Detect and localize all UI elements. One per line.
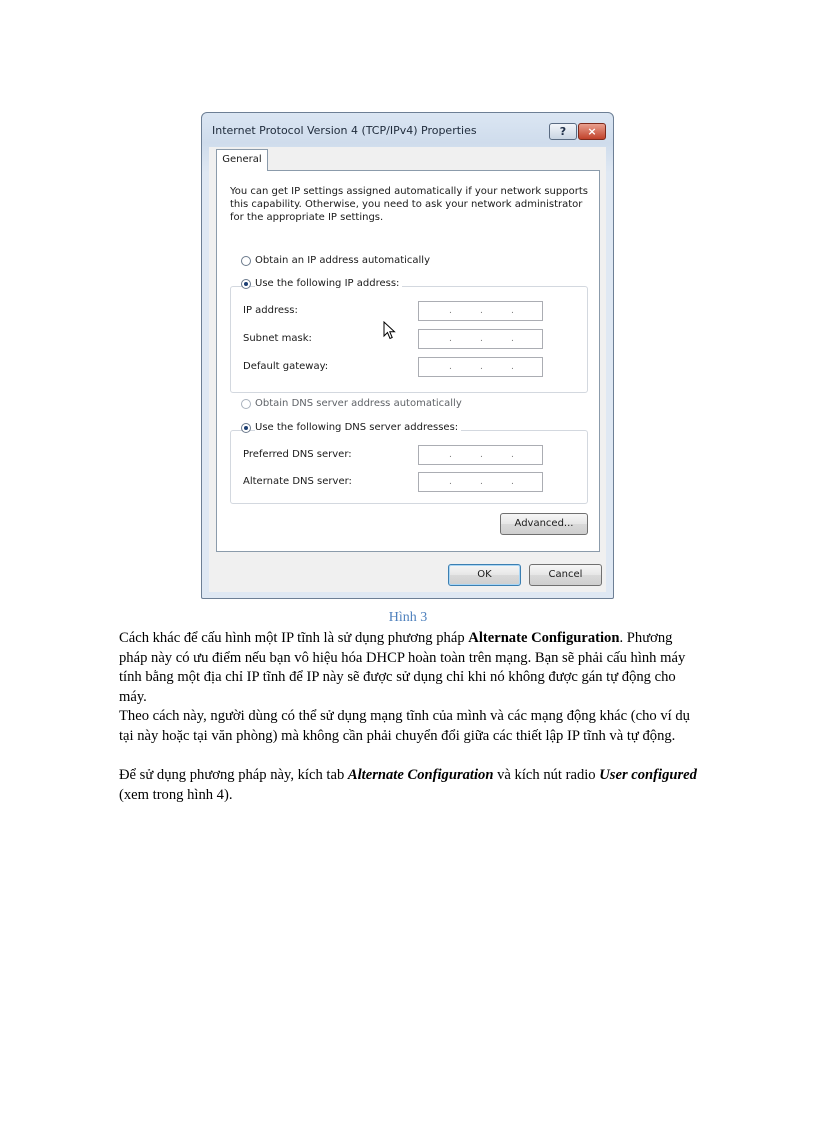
description-text: You can get IP settings assigned automatically if your network supports this capability. Otherwise, you need to ask your network administrator for the appropriate IP settings.: [230, 186, 588, 223]
dialog-title: Internet Protocol Version 4 (TCP/IPv4) Properties: [212, 124, 477, 137]
alternate-dns-label: Alternate DNS server:: [243, 476, 352, 487]
default-gateway-label: Default gateway:: [243, 361, 329, 372]
paragraph-1: Cách khác để cấu hình một IP tĩnh là sử dụng phương pháp Alternate Configuration. Phương pháp này có ưu điểm nếu bạn vô hiệu hóa DHCP hoàn toàn trên mạng. Bạn sẽ phải cấu hình máy tính bằng một địa chỉ IP tĩnh để IP này sẽ được sử dụng chỉ khi nó không được gán tự động cho máy.: [119, 630, 686, 705]
alternate-configuration-tab-ref: Alternate Configuration: [347, 767, 494, 783]
title-bar: [202, 113, 613, 147]
preferred-dns-label: Preferred DNS server:: [243, 449, 352, 460]
obtain-ip-auto-radio[interactable]: [241, 256, 251, 266]
user-configured-ref: User configured: [599, 767, 697, 783]
preferred-dns-input[interactable]: . . .: [418, 445, 543, 465]
subnet-mask-input[interactable]: . . .: [418, 329, 543, 349]
use-following-dns-label: Use the following DNS server addresses:: [255, 422, 461, 433]
help-icon[interactable]: ?: [549, 123, 577, 140]
close-icon[interactable]: ×: [578, 123, 606, 140]
cursor-icon: [383, 321, 397, 341]
obtain-dns-auto-radio[interactable]: [241, 399, 251, 409]
tcpip-properties-dialog: [201, 112, 614, 599]
obtain-dns-auto-label: Obtain DNS server address automatically: [255, 398, 462, 409]
dns-server-group: [230, 430, 588, 504]
use-following-ip-label: Use the following IP address:: [255, 278, 402, 289]
obtain-ip-auto-label: Obtain an IP address automatically: [255, 255, 431, 266]
ok-button[interactable]: OK: [448, 564, 521, 586]
use-following-ip-radio[interactable]: [241, 279, 251, 289]
paragraph-3: Để sử dụng phương pháp này, kích tab Alternate Configuration và kích nút radio User configured (xem trong hình 4).: [119, 767, 697, 803]
figure-caption: Hình 3: [388, 610, 428, 625]
cancel-button[interactable]: Cancel: [529, 564, 602, 586]
ip-address-input[interactable]: . . .: [418, 301, 543, 321]
alternate-dns-input[interactable]: . . .: [418, 472, 543, 492]
advanced-button[interactable]: Advanced...: [500, 513, 588, 535]
subnet-mask-label: Subnet mask:: [243, 333, 312, 344]
dialog-client: [209, 147, 606, 592]
default-gateway-input[interactable]: . . .: [418, 357, 543, 377]
paragraph-2: Theo cách này, người dùng có thể sử dụng mạng tĩnh của mình và các mạng động khác (cho ví dụ tại này hoặc tại văn phòng) mà không cần phải chuyển đổi giữa các thiết lập IP tĩnh và tự động.: [119, 708, 690, 744]
general-panel: [216, 170, 600, 552]
tab-general[interactable]: General: [216, 149, 268, 171]
alternate-configuration-term: Alternate Configuration: [468, 630, 620, 646]
ip-address-label: IP address:: [243, 305, 298, 316]
use-following-dns-radio[interactable]: [241, 423, 251, 433]
